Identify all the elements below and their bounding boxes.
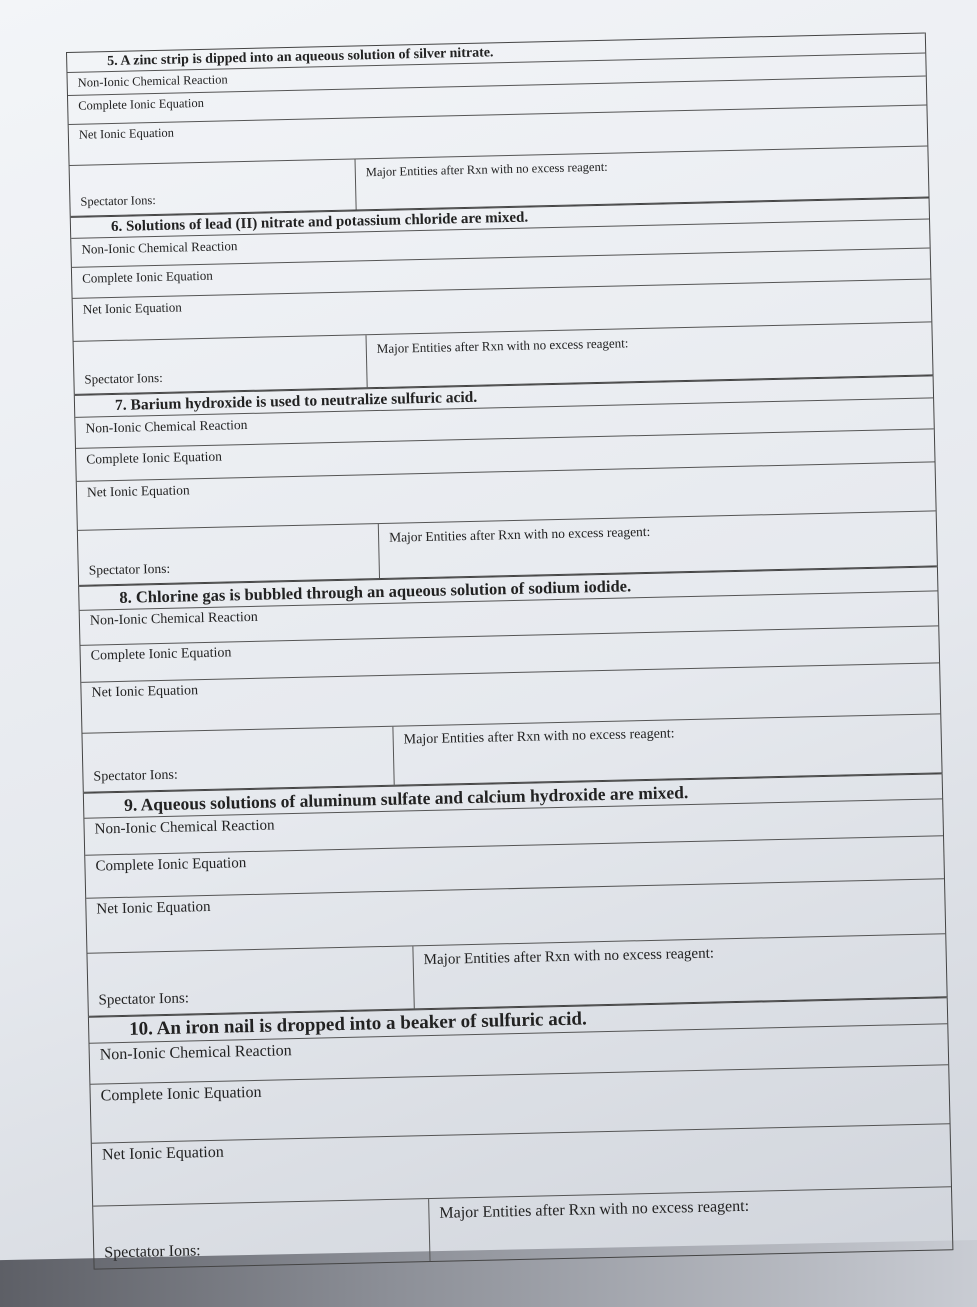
net-ionic-label: Net Ionic Equation bbox=[91, 683, 199, 701]
complete-ionic-label: Complete Ionic Equation bbox=[95, 855, 247, 875]
problem-section bbox=[78, 566, 942, 792]
net-ionic-label: Net Ionic Equation bbox=[82, 299, 182, 317]
problem-title: 10. An iron nail is dropped into a beaker of sulfuric acid. bbox=[89, 997, 947, 1043]
non-ionic-label: Non-Ionic Chemical Reaction bbox=[89, 609, 258, 629]
spectator-ions-label: Spectator Ions: bbox=[104, 1242, 201, 1262]
spectator-ions-label: Spectator Ions: bbox=[88, 560, 171, 578]
net-ionic-label: Net Ionic Equation bbox=[78, 125, 175, 142]
non-ionic-label: Non-Ionic Chemical Reaction bbox=[94, 817, 275, 838]
complete-ionic-label: Complete Ionic Equation bbox=[81, 267, 213, 286]
complete-ionic-label: Complete Ionic Equation bbox=[86, 448, 223, 467]
non-ionic-label: Non-Ionic Chemical Reaction bbox=[99, 1042, 292, 1064]
spectator-ions-field[interactable] bbox=[74, 335, 368, 394]
spectator-ions-label: Spectator Ions: bbox=[84, 369, 163, 387]
problem-section bbox=[88, 997, 954, 1269]
major-entities-label: Major Entities after Rxn with no excess reagent: bbox=[403, 726, 675, 748]
complete-ionic-label: Complete Ionic Equation bbox=[100, 1083, 262, 1105]
spectator-ions-field[interactable] bbox=[87, 946, 414, 1015]
problem-title: 6. Solutions of lead (II) nitrate and potassium chloride are mixed. bbox=[71, 197, 929, 238]
spectator-ions-field[interactable] bbox=[82, 727, 394, 792]
problem-title: 7. Barium hydroxide is used to neutralize sulfuric acid. bbox=[75, 375, 933, 417]
major-entities-field[interactable] bbox=[429, 1187, 952, 1261]
spectator-ions-label: Spectator Ions: bbox=[93, 767, 178, 785]
problem-section bbox=[66, 32, 930, 216]
major-entities-label: Major Entities after Rxn with no excess reagent: bbox=[388, 523, 651, 545]
complete-ionic-label: Complete Ionic Equation bbox=[78, 95, 205, 113]
major-entities-label: Major Entities after Rxn with no excess reagent: bbox=[376, 335, 629, 357]
net-ionic-label: Net Ionic Equation bbox=[86, 482, 190, 500]
non-ionic-label: Non-Ionic Chemical Reaction bbox=[85, 416, 248, 436]
non-ionic-label: Non-Ionic Chemical Reaction bbox=[81, 238, 238, 257]
problem-title: 5. A zinc strip is dipped into an aqueous solution of silver nitrate. bbox=[67, 33, 925, 73]
major-entities-label: Major Entities after Rxn with no excess reagent: bbox=[439, 1197, 750, 1222]
spectator-ions-field[interactable] bbox=[78, 524, 380, 585]
major-entities-field[interactable] bbox=[393, 714, 941, 784]
worksheet bbox=[66, 32, 953, 1269]
non-ionic-label: Non-Ionic Chemical Reaction bbox=[77, 72, 228, 90]
major-entities-field[interactable] bbox=[413, 934, 946, 1008]
problem-title: 8. Chlorine gas is bubbled through an aqueous solution of sodium iodide. bbox=[79, 566, 937, 610]
problem-section bbox=[70, 197, 934, 394]
problem-title: 9. Aqueous solutions of aluminum sulfate and calcium hydroxide are mixed. bbox=[84, 773, 942, 818]
net-ionic-label: Net Ionic Equation bbox=[96, 898, 211, 918]
problem-section bbox=[74, 375, 938, 585]
spectator-ions-label: Spectator Ions: bbox=[80, 193, 156, 209]
complete-ionic-label: Complete Ionic Equation bbox=[90, 645, 232, 664]
major-entities-label: Major Entities after Rxn with no excess reagent: bbox=[423, 945, 715, 969]
spectator-ions-field[interactable] bbox=[93, 1199, 430, 1269]
spectator-ions-label: Spectator Ions: bbox=[98, 990, 190, 1009]
major-entities-label: Major Entities after Rxn with no excess reagent: bbox=[365, 159, 608, 180]
spectator-ions-field[interactable] bbox=[70, 159, 357, 215]
net-ionic-label: Net Ionic Equation bbox=[101, 1143, 224, 1164]
problem-section bbox=[83, 773, 948, 1016]
